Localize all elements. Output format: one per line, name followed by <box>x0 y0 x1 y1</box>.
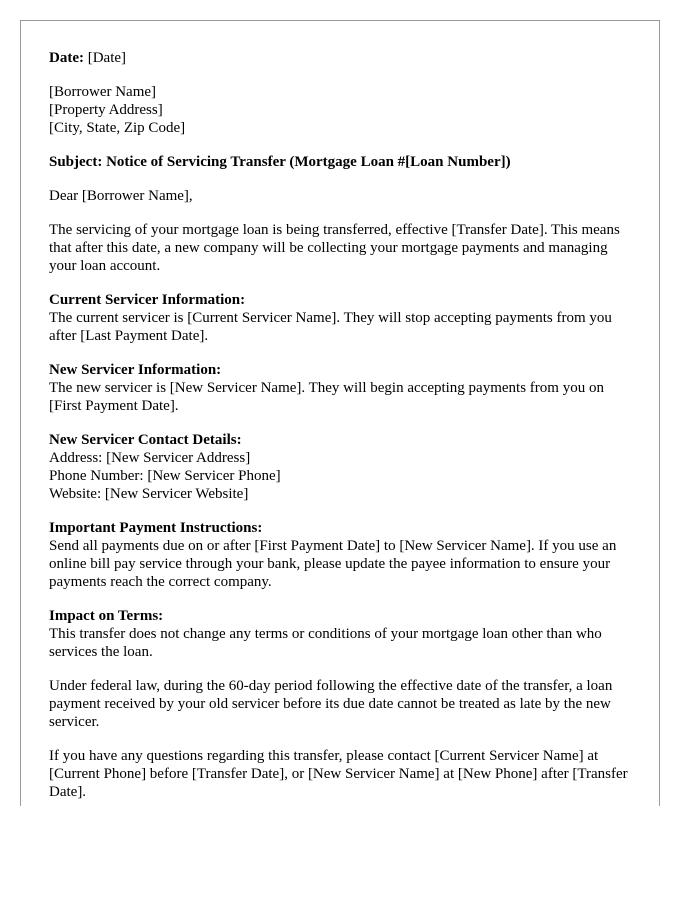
current-servicer-section <box>49 291 635 345</box>
recipient-name: [Borrower Name] <box>49 84 157 100</box>
payment-section <box>49 519 635 591</box>
impact-heading: Impact on Terms: <box>49 608 164 624</box>
contact-address: Address: [New Servicer Address] <box>49 450 251 466</box>
contact-section <box>49 431 635 503</box>
impact-text: This transfer does not change any terms or conditions of your mortgage loan other than who services the loan. <box>49 626 602 660</box>
letter-document <box>20 20 660 806</box>
subject-line: Subject: Notice of Servicing Transfer (Mortgage Loan #[Loan Number]) <box>49 154 511 170</box>
impact-section <box>49 607 635 661</box>
questions-paragraph: If you have any questions regarding this transfer, please contact [Current Servicer Name] at [Current Phone] before [Transfer Date], or [New Servicer Name] at [New Phone] after [Transfer Date]. <box>49 748 628 800</box>
contact-website: Website: [New Servicer Website] <box>49 486 249 502</box>
current-servicer-heading: Current Servicer Information: <box>49 292 246 308</box>
contact-heading: New Servicer Contact Details: <box>49 432 242 448</box>
recipient-address: [Property Address] <box>49 102 163 118</box>
date-line <box>49 49 635 67</box>
salutation: Dear [Borrower Name], <box>49 188 193 204</box>
date-value: [Date] <box>87 50 127 66</box>
new-servicer-section <box>49 361 635 415</box>
current-servicer-text: The current servicer is [Current Servicer Name]. They will stop accepting payments from you after [Last Payment Date]. <box>49 310 612 344</box>
date-label: Date: <box>49 50 84 66</box>
intro-paragraph: The servicing of your mortgage loan is being transferred, effective [Transfer Date]. This means that after this date, a new company will be collecting your mortgage payments and managing your loan account. <box>49 222 620 274</box>
payment-heading: Important Payment Instructions: <box>49 520 263 536</box>
new-servicer-heading: New Servicer Information: <box>49 362 222 378</box>
federal-law-paragraph: Under federal law, during the 60-day period following the effective date of the transfer, a loan payment received by your old servicer before its due date cannot be treated as late by the new servicer. <box>49 678 613 730</box>
payment-text: Send all payments due on or after [First Payment Date] to [New Servicer Name]. If you use an online bill pay service through your bank, please update the payee information to ensure your payments reach the correct company. <box>49 538 617 590</box>
recipient-block <box>49 83 635 137</box>
new-servicer-text: The new servicer is [New Servicer Name]. They will begin accepting payments from you on [First Payment Date]. <box>49 380 604 414</box>
contact-phone: Phone Number: [New Servicer Phone] <box>49 468 281 484</box>
recipient-city-state-zip: [City, State, Zip Code] <box>49 120 186 136</box>
